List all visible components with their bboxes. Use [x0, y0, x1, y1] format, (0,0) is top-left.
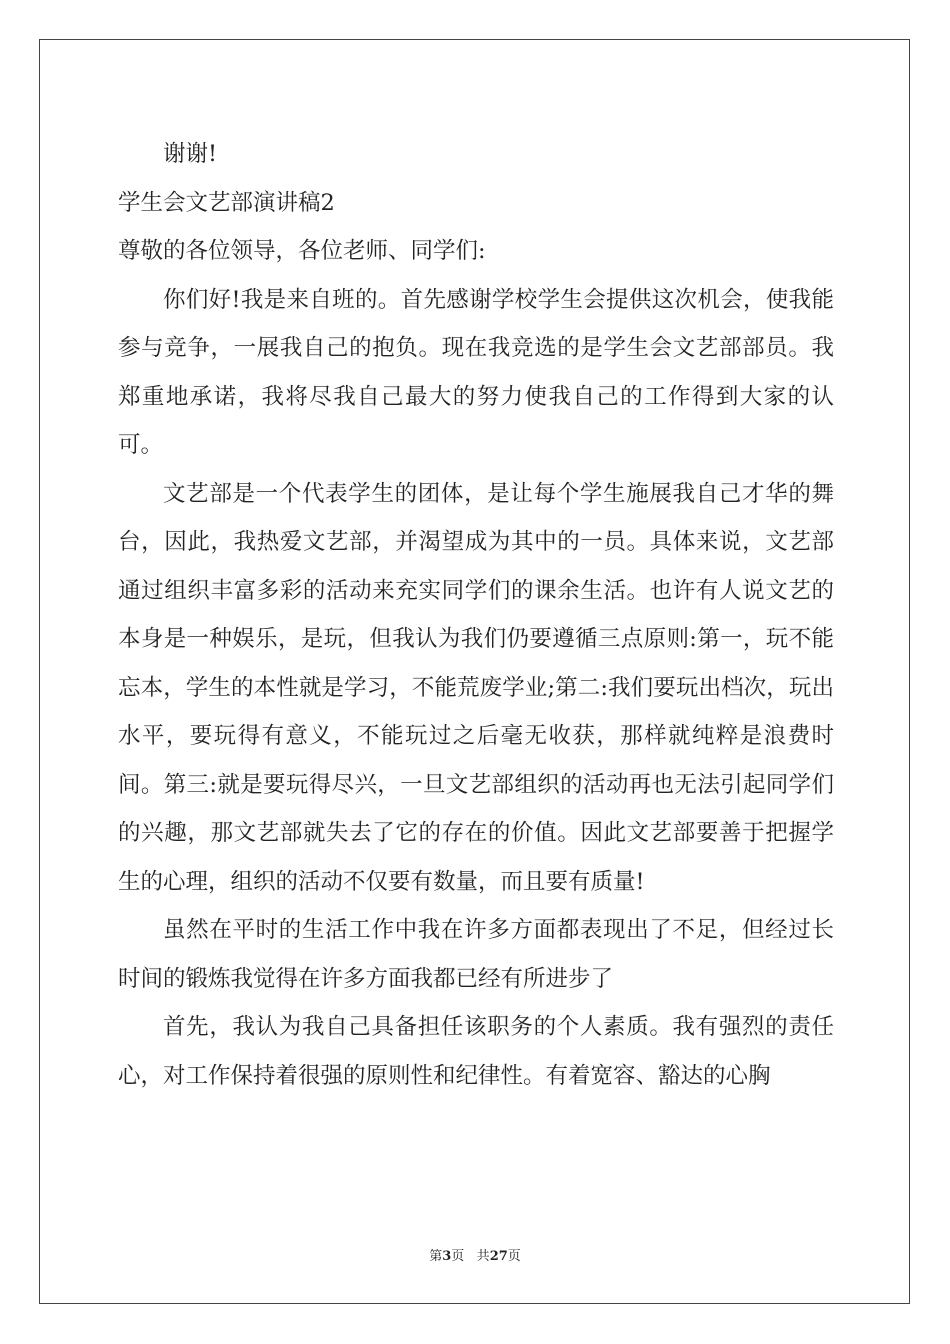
- paragraph-body: 虽然在平时的生活工作中我在许多方面都表现出了不足，但经过长时间的锻炼我觉得在许多方面我都已经有所进步了: [118, 917, 834, 992]
- footer-total-suffix: 页: [507, 1249, 521, 1264]
- document-body: [118, 130, 834, 1100]
- paragraph-body: 你们好!我是来自班的。首先感谢学校学生会提供这次机会，使我能参与竞争，一展我自己的抱负。现在我竞选的是学生会文艺部部员。我郑重地承诺，我将尽我自己最大的努力使我自己的工作得到大家的认可。: [118, 286, 834, 458]
- page-footer: [0, 1245, 950, 1264]
- paragraph-heading: 学生会文艺部演讲稿2: [118, 189, 335, 216]
- footer-page-suffix: 页: [451, 1249, 465, 1264]
- paragraph-closing-thanks: 谢谢!: [163, 141, 218, 167]
- footer-page-prefix: 第: [429, 1249, 443, 1264]
- paragraph-salutation: 尊敬的各位领导，各位老师、同学们:: [118, 238, 486, 264]
- paragraph-body: 文艺部是一个代表学生的团体，是让每个学生施展我自己才华的舞台，因此，我热爱文艺部，并渴望成为其中的一员。具体来说，文艺部通过组织丰富多彩的活动来充实同学们的课余生活。也许有人说文艺的本身是一种娱乐，是玩，但我认为我们仍要遵循三点原则:第一，玩不能忘本，学生的本性就是学习，不能荒废学业;第二:我们要玩出档次，玩出水平，要玩得有意义，不能玩过之后毫无收获，那样就纯粹是浪费时间。第三:就是要玩得尽兴，一旦文艺部组织的活动再也无法引起同学们的兴趣，那文艺部就失去了它的存在的价值。因此文艺部要善于把握学生的心理，组织的活动不仅要有数量，而且要有质量!: [118, 480, 834, 895]
- footer-page-number: 3: [442, 1249, 452, 1264]
- footer-total-prefix: 共: [476, 1249, 490, 1264]
- footer-total-pages: 27: [489, 1249, 508, 1264]
- paragraph-body: 首先，我认为我自己具备担任该职务的个人素质。我有强烈的责任心，对工作保持着很强的原则性和纪律性。有着宽容、豁达的心胸: [118, 1014, 834, 1089]
